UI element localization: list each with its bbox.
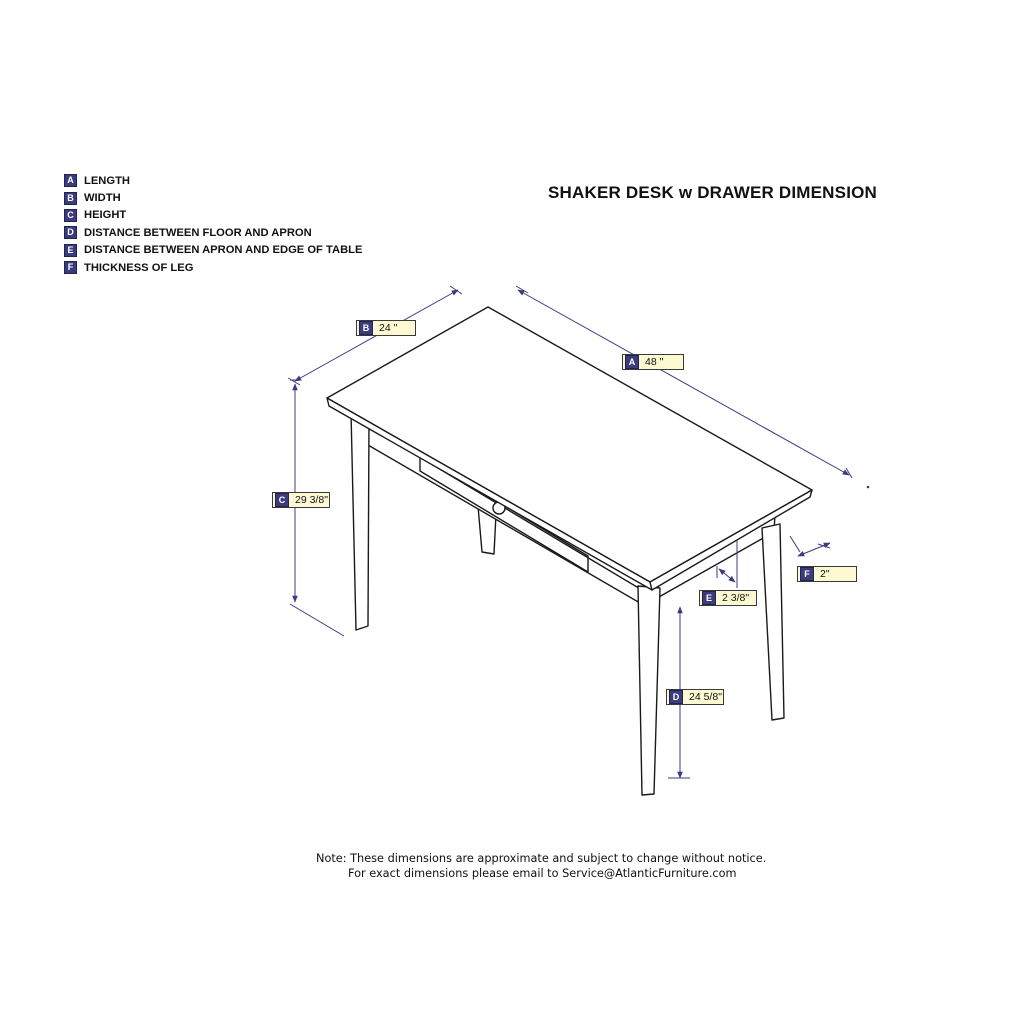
disclaimer-note	[316, 851, 766, 881]
desk-outline	[327, 307, 812, 795]
leg-front-right	[638, 586, 660, 795]
dimension-key-c: C	[275, 493, 289, 507]
dimension-label-length	[622, 354, 684, 370]
dimension-value-length: 48 "	[645, 356, 664, 368]
legend-key-e: E	[64, 244, 77, 257]
note-line-2: For exact dimensions please email to Service@AtlanticFurniture.com	[348, 867, 737, 880]
dimension-key-f: F	[800, 567, 814, 581]
dimension-key-b: B	[359, 321, 373, 335]
leg-back-right	[762, 524, 784, 720]
dimension-value-floor-apron: 24 5/8"	[689, 691, 722, 703]
legend-key-d: D	[64, 226, 77, 239]
dimension-key-a: A	[625, 355, 639, 369]
dimension-label-apron-edge	[699, 590, 757, 606]
legend-label-length: LENGTH	[84, 174, 130, 187]
diagram-title: SHAKER DESK w DRAWER DIMENSION	[548, 183, 878, 202]
legend-label-leg-thickness: THICKNESS OF LEG	[84, 261, 194, 274]
dimension-label-leg-thickness	[797, 566, 857, 582]
legend-label-height: HEIGHT	[84, 209, 127, 222]
legend-label-floor-apron: DISTANCE BETWEEN FLOOR AND APRON	[84, 226, 312, 239]
dimension-line-e	[719, 569, 735, 582]
legend-key-f: F	[64, 261, 77, 274]
legend-key-a: A	[64, 174, 77, 187]
dimension-value-apron-edge: 2 3/8"	[722, 592, 750, 604]
dimension-value-height: 29 3/8"	[295, 494, 328, 506]
legend-label-apron-edge: DISTANCE BETWEEN APRON AND EDGE OF TABLE	[84, 244, 363, 257]
dimension-label-floor-apron	[666, 689, 724, 705]
legend-key-b: B	[64, 192, 77, 205]
dimension-label-width	[356, 320, 416, 336]
dimension-value-width: 24 "	[379, 322, 398, 334]
dimension-key-e: E	[702, 591, 716, 605]
dimension-label-height	[272, 492, 330, 508]
legend-label-width: WIDTH	[84, 192, 121, 205]
leg-front-left	[351, 412, 369, 630]
dimension-value-leg-thickness: 2"	[820, 568, 830, 580]
dimension-key-d: D	[669, 690, 683, 704]
legend-key-c: C	[64, 209, 77, 222]
dimension-line-f	[798, 543, 830, 556]
note-line-1: Note: These dimensions are approximate and subject to change without notice.	[316, 852, 767, 865]
